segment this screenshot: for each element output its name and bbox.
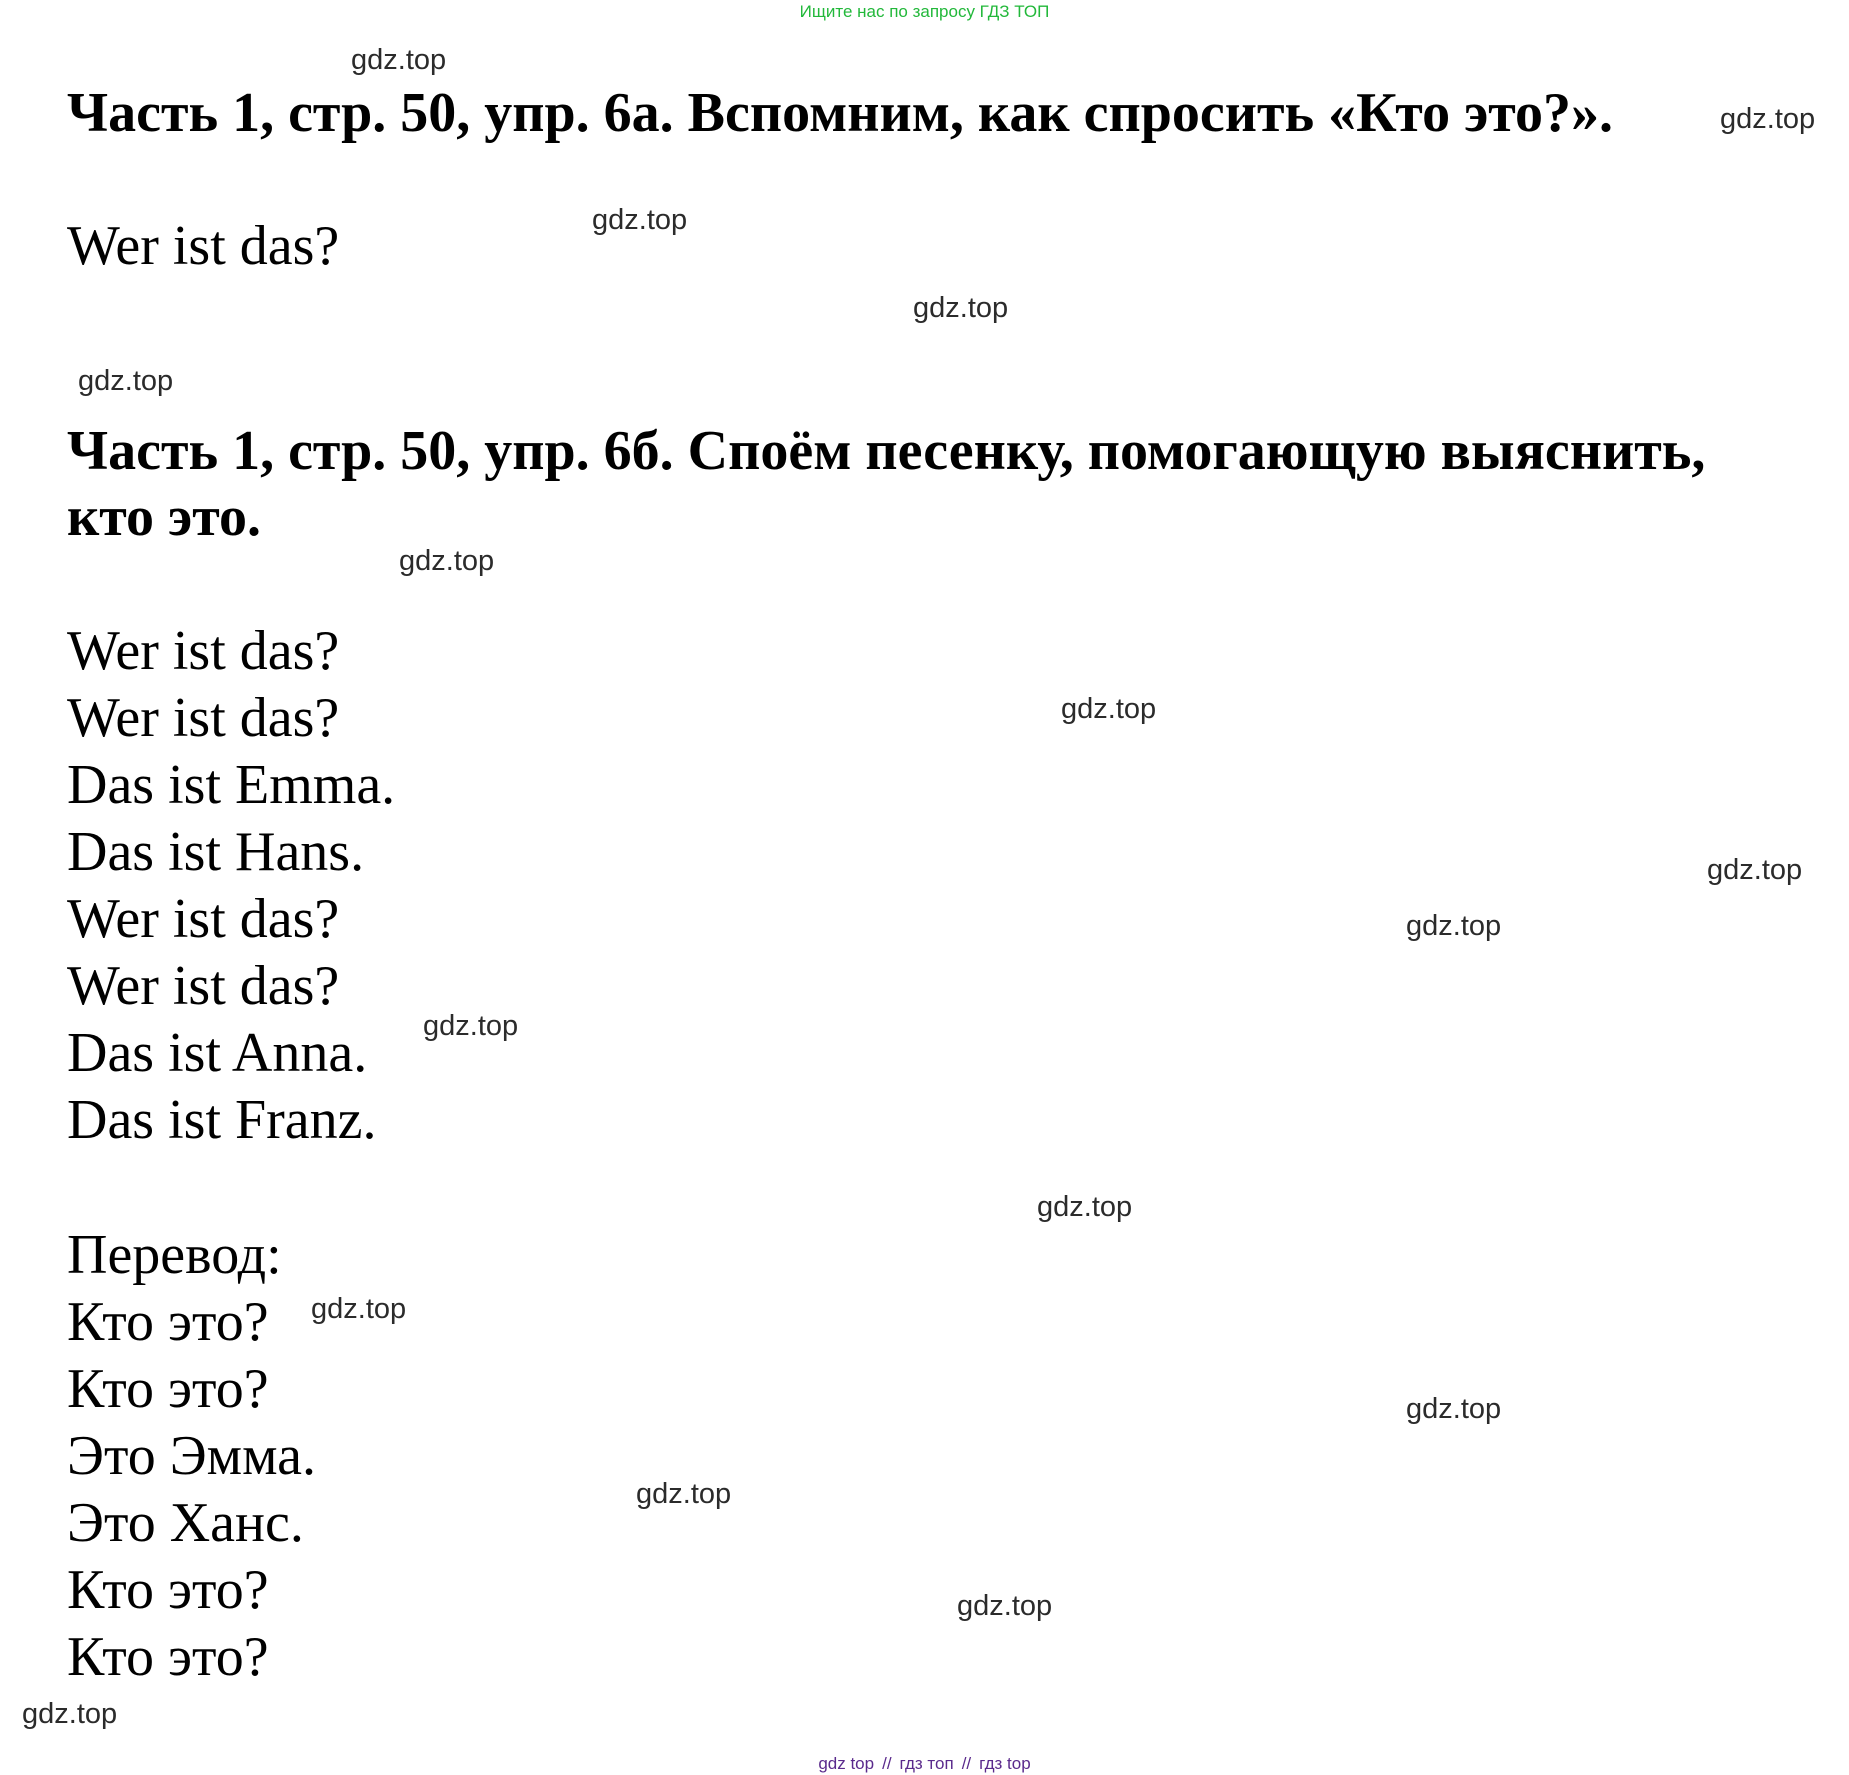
watermark: gdz.top: [1406, 1393, 1502, 1425]
footer: [0, 1754, 1849, 1774]
exercise-6b-heading-line2: кто это.: [67, 486, 262, 548]
watermark: gdz.top: [592, 204, 688, 236]
song-line: Wer ist das?: [67, 955, 340, 1017]
watermark: gdz.top: [1037, 1191, 1133, 1223]
song-line: Das ist Anna.: [67, 1022, 368, 1084]
watermark: gdz.top: [1707, 854, 1803, 886]
watermark: gdz.top: [399, 545, 495, 577]
exercise-6b-heading-line1: Часть 1, стр. 50, упр. 6б. Споём песенку, помогающую выяснить,: [67, 420, 1706, 482]
translation-line: Кто это?: [67, 1291, 269, 1353]
watermark: gdz.top: [1406, 910, 1502, 942]
song-line: Wer ist das?: [67, 888, 340, 950]
exercise-6a-answer: Wer ist das?: [67, 215, 340, 277]
song-line: Wer ist das?: [67, 620, 340, 682]
footer-separator: //: [882, 1754, 892, 1773]
footer-link[interactable]: gdz top: [818, 1754, 875, 1773]
song-line: Das ist Hans.: [67, 821, 365, 883]
translation-line: Кто это?: [67, 1626, 269, 1688]
translation-line: Кто это?: [67, 1559, 269, 1621]
watermark: gdz.top: [1061, 693, 1157, 725]
watermark: gdz.top: [1720, 103, 1816, 135]
watermark: gdz.top: [423, 1010, 519, 1042]
watermark: gdz.top: [22, 1698, 118, 1730]
footer-link[interactable]: гдз top: [979, 1754, 1031, 1773]
watermark: gdz.top: [957, 1590, 1053, 1622]
translation-line: Кто это?: [67, 1358, 269, 1420]
song-line: Wer ist das?: [67, 687, 340, 749]
watermark: gdz.top: [351, 44, 447, 76]
translation-label: Перевод:: [67, 1224, 282, 1286]
watermark: gdz.top: [78, 365, 174, 397]
song-line: Das ist Franz.: [67, 1089, 377, 1151]
top-banner: Ищите нас по запросу ГДЗ ТОП: [799, 2, 1050, 21]
translation-line: Это Ханс.: [67, 1492, 304, 1554]
footer-link[interactable]: гдз топ: [899, 1754, 954, 1773]
exercise-6a-heading: Часть 1, стр. 50, упр. 6а. Вспомним, как спросить «Кто это?».: [67, 82, 1614, 144]
translation-line: Это Эмма.: [67, 1425, 317, 1487]
watermark: gdz.top: [913, 292, 1009, 324]
footer-separator: //: [961, 1754, 972, 1773]
song-line: Das ist Emma.: [67, 754, 396, 816]
watermark: gdz.top: [311, 1293, 407, 1325]
watermark: gdz.top: [636, 1478, 732, 1510]
